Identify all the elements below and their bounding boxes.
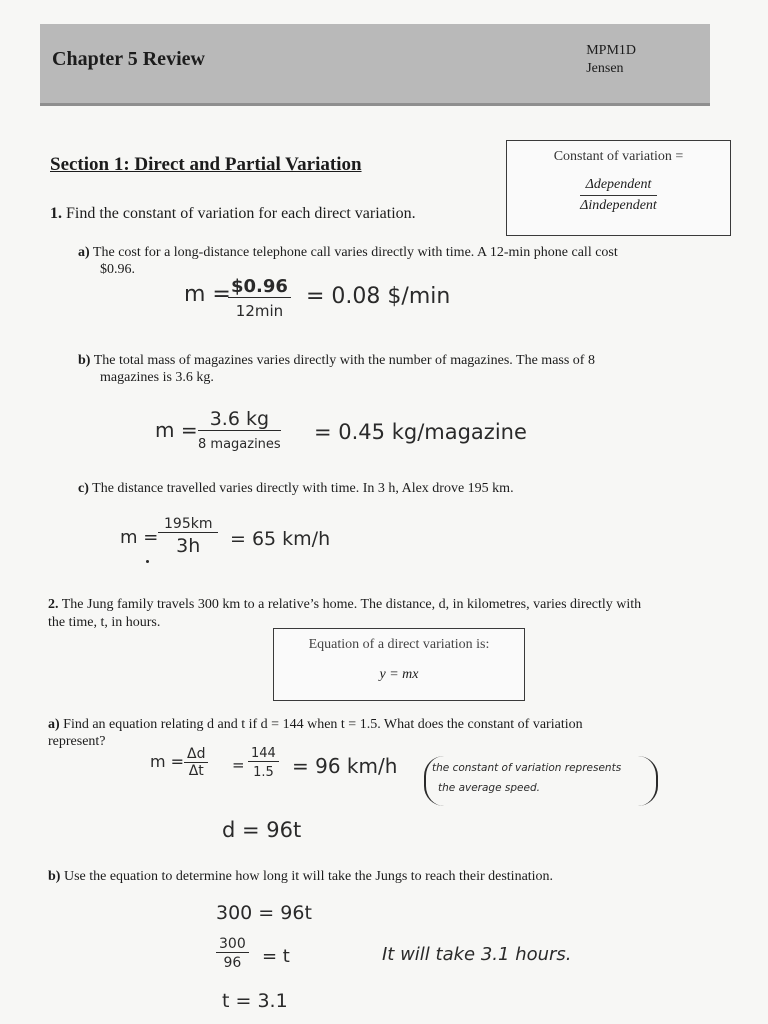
work-fraction-rhs: = t [262,946,290,967]
work-fraction-values [248,746,279,780]
question-text-line2: the time, t, in hours. [48,615,161,630]
question-number: 2. [48,597,59,612]
derived-equation: d = 96t [222,818,302,842]
question-1b [78,352,718,386]
stray-dot [146,560,149,563]
page-title: Chapter 5 Review [52,48,205,70]
work-result: = 96 km/h [292,754,398,778]
work-fraction-delta [184,746,208,779]
question-1 [50,205,416,223]
work-fraction [228,276,291,320]
fraction-denominator: Δindependent [580,198,657,213]
part-letter: b) [78,353,91,368]
course-info [586,42,636,78]
work-equals: = [232,756,245,774]
note-line1: the constant of variation represents [432,762,622,774]
work-result: = 65 km/h [230,528,331,550]
work-line1: 300 = 96t [216,902,312,924]
question-text-line1: The Jung family travels 300 km to a relative’s home. The distance, d, in kilometres, varies directly with [61,597,642,612]
work-line3: t = 3.1 [222,990,288,1012]
part-text: Use the equation to determine how long it will take the Jungs to reach their destination. [63,869,554,884]
work-fraction [158,516,218,557]
question-2b [48,868,738,885]
part-letter: b) [48,869,61,884]
work-result: = 0.45 kg/magazine [314,420,527,444]
work-denominator: 3h [176,535,201,557]
part-text-line2: represent? [48,734,106,749]
question-number: 1. [50,205,62,222]
note-line2: the average speed. [438,782,540,794]
equation-box-label: Equation of a direct variation is: [308,637,490,652]
work-numerator: $0.96 [228,276,291,298]
work-denominator: 12min [235,302,284,320]
work-fraction [216,936,249,971]
work-numerator: 195km [158,516,218,533]
equation-box-formula: y = mx [379,667,419,682]
part-text-line2: magazines is 3.6 kg. [100,370,214,385]
question-1a [78,244,718,278]
question-text: Find the constant of variation for each direct variation. [66,205,416,222]
question-2a [48,716,728,750]
work-lhs: m = [150,752,185,771]
work-denominator: 8 magazines [198,437,281,452]
constant-of-variation-label: Constant of variation = [553,149,684,164]
work-result: = 0.08 $/min [306,284,451,309]
work-lhs: m = [155,418,198,442]
part-letter: a) [78,245,90,260]
part-letter: a) [48,717,60,732]
course-code: MPM1D [586,43,636,58]
part-text-line1: The distance travelled varies directly with time. In 3 h, Alex drove 195 km. [92,481,514,496]
constant-of-variation-fraction [580,177,657,214]
constant-of-variation-box [506,140,731,236]
fraction-numerator: Δdependent [580,177,657,196]
work-denominator: 1.5 [253,765,274,780]
chapter-header-banner [40,24,710,106]
work-denominator: 96 [223,955,242,971]
part-letter: c) [78,481,89,496]
work-numerator: 3.6 kg [198,408,281,431]
work-numerator: 144 [248,746,279,762]
work-fraction [198,408,281,452]
work-numerator: Δd [184,746,208,763]
teacher-name: Jensen [586,61,624,76]
section-title: Section 1: Direct and Partial Variation [50,154,362,175]
part-text-line1: The cost for a long-distance telephone call varies directly with time. A 12-min phone call cost [92,245,618,260]
work-numerator: 300 [216,936,249,953]
work-denominator: Δt [188,763,204,779]
work-lhs: m = [184,282,231,307]
part-text-line1: Find an equation relating d and t if d = 144 when t = 1.5. What does the constant of variation [63,717,583,732]
final-answer: It will take 3.1 hours. [382,944,572,965]
question-1c [78,480,718,497]
part-text-line1: The total mass of magazines varies directly with the number of magazines. The mass of 8 [93,353,595,368]
direct-variation-equation-box [273,628,525,701]
work-lhs: m = [120,527,159,548]
question-2 [48,596,738,632]
part-text-line2: $0.96. [100,262,135,277]
